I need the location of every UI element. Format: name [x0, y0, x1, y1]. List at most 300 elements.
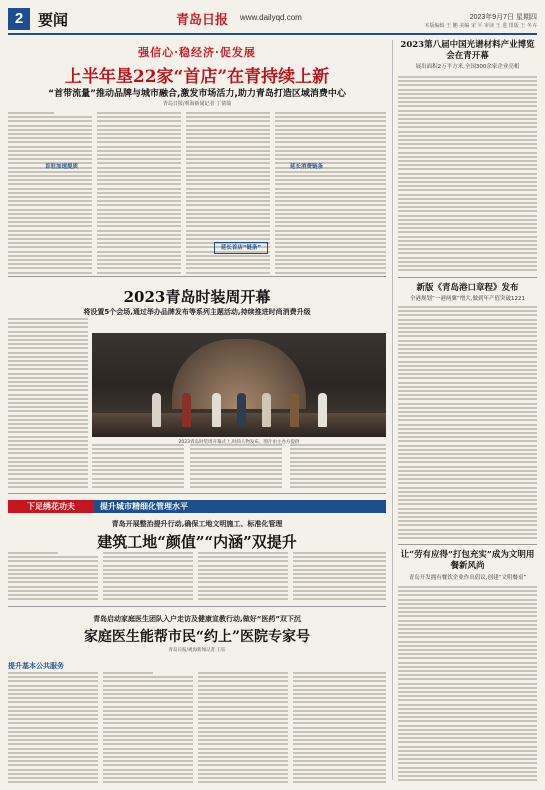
text-line	[275, 263, 386, 265]
paper-url[interactable]: www.dailyqd.com	[240, 13, 302, 22]
text-line	[8, 242, 92, 244]
text-line	[190, 482, 282, 484]
text-line	[198, 727, 288, 729]
text-line	[8, 171, 92, 173]
text-line	[398, 762, 537, 764]
text-line	[398, 168, 537, 170]
industry-divider	[8, 606, 386, 607]
text-line	[198, 594, 288, 596]
text-line	[8, 722, 98, 724]
text-line	[8, 565, 98, 567]
text-line	[293, 727, 386, 729]
text-line	[293, 689, 386, 691]
text-line	[8, 175, 92, 177]
text-line	[198, 556, 288, 558]
text-line	[103, 573, 193, 575]
text-line	[186, 112, 270, 114]
text-line	[8, 343, 88, 345]
text-line	[398, 394, 537, 396]
text-line	[8, 267, 92, 269]
text-line	[97, 246, 181, 248]
kicker-label-a: 下足绣花功夫	[8, 500, 94, 513]
text-line	[275, 179, 386, 181]
text-line	[103, 676, 193, 678]
page-number: 2	[8, 8, 30, 30]
text-line	[398, 403, 537, 405]
side2-title: 新版《青岛港口章程》发布	[416, 283, 519, 293]
text-line	[398, 767, 537, 769]
text-line	[198, 706, 288, 708]
text-line	[398, 615, 537, 617]
text-line	[103, 773, 193, 775]
text-line	[8, 116, 92, 118]
text-line	[8, 756, 98, 758]
text-line	[97, 234, 181, 236]
text-line	[8, 394, 88, 396]
text-line	[8, 318, 88, 320]
text-line	[8, 322, 88, 324]
text-line	[398, 97, 537, 99]
text-line	[198, 676, 288, 678]
text-line	[186, 162, 270, 164]
text-line	[186, 188, 270, 190]
text-line	[8, 150, 92, 152]
text-line	[398, 712, 537, 714]
text-line	[8, 137, 92, 139]
text-line	[8, 347, 88, 349]
text-line	[186, 171, 270, 173]
text-line	[398, 139, 537, 141]
fashion-photo	[92, 333, 386, 437]
text-line	[398, 93, 537, 95]
text-line	[190, 465, 282, 467]
text-line	[103, 586, 193, 588]
text-line	[8, 478, 88, 480]
text-line	[186, 230, 270, 232]
text-line	[398, 415, 537, 417]
text-line	[398, 236, 537, 238]
text-line	[398, 474, 537, 476]
text-line	[293, 565, 386, 567]
text-line	[8, 154, 92, 156]
text-line	[8, 444, 88, 446]
text-line	[398, 365, 537, 367]
text-line	[275, 171, 386, 173]
text-line	[103, 769, 193, 771]
text-line	[293, 581, 386, 583]
text-line	[293, 735, 386, 737]
text-line	[275, 125, 386, 127]
text-line	[97, 158, 181, 160]
text-line	[398, 449, 537, 451]
text-line	[398, 185, 537, 187]
text-line	[398, 453, 537, 455]
text-line	[8, 225, 92, 227]
text-line	[8, 179, 92, 181]
text-line	[97, 217, 181, 219]
text-line	[398, 649, 537, 651]
text-line	[398, 269, 537, 271]
side3-subtitle: 青岛开发拥有餐饮企业作出倡议,创建“文明餐桌”	[408, 575, 527, 581]
text-line	[8, 486, 88, 488]
text-line	[293, 569, 386, 571]
text-line	[8, 431, 88, 433]
text-line	[398, 110, 537, 112]
text-line	[275, 251, 386, 253]
text-line	[275, 200, 386, 202]
text-line	[186, 179, 270, 181]
text-line	[398, 390, 537, 392]
text-line	[103, 577, 193, 579]
text-line	[8, 777, 98, 779]
text-line	[8, 238, 92, 240]
text-line	[8, 246, 92, 248]
text-line	[275, 196, 386, 198]
text-line	[103, 752, 193, 754]
text-line	[198, 781, 288, 783]
text-line	[8, 217, 92, 219]
text-line	[103, 739, 193, 741]
text-line	[186, 125, 270, 127]
editor-credits: 本版编辑 王 鹏 美编 宋 平 审读 王 进 排版 王 冬卉	[424, 23, 537, 29]
text-line	[398, 306, 537, 308]
text-line	[398, 674, 537, 676]
text-line	[97, 175, 181, 177]
text-line	[198, 697, 288, 699]
text-line	[8, 448, 88, 450]
text-line	[275, 133, 386, 135]
text-line	[398, 641, 537, 643]
text-line	[8, 364, 88, 366]
text-line	[275, 230, 386, 232]
text-line	[97, 196, 181, 198]
text-line	[398, 373, 537, 375]
text-line	[398, 84, 537, 86]
text-line	[8, 263, 92, 265]
text-line	[186, 196, 270, 198]
text-line	[186, 183, 270, 185]
text-line	[290, 452, 386, 454]
text-line	[8, 440, 88, 442]
text-line	[8, 158, 92, 160]
text-line	[398, 657, 537, 659]
text-line	[398, 114, 537, 116]
text-line	[8, 406, 88, 408]
text-line	[398, 194, 537, 196]
text-line	[8, 748, 98, 750]
text-line	[186, 217, 270, 219]
text-line	[8, 436, 88, 438]
text-line	[8, 385, 88, 387]
text-line	[8, 769, 98, 771]
text-line	[398, 746, 537, 748]
text-line	[398, 461, 537, 463]
text-line	[398, 691, 537, 693]
text-line	[398, 482, 537, 484]
text-line	[398, 611, 537, 613]
text-line	[398, 310, 537, 312]
text-line	[103, 764, 193, 766]
text-line	[398, 603, 537, 605]
text-line	[398, 428, 537, 430]
text-line	[8, 773, 98, 775]
text-line	[293, 722, 386, 724]
text-line	[8, 200, 92, 202]
text-line	[398, 231, 537, 233]
text-line	[198, 722, 288, 724]
text-line	[103, 701, 193, 703]
text-line	[398, 424, 537, 426]
text-line	[398, 470, 537, 472]
text-line	[398, 750, 537, 752]
text-line	[198, 552, 288, 554]
text-line	[198, 764, 288, 766]
text-line	[8, 760, 98, 762]
text-line	[97, 154, 181, 156]
text-line	[398, 227, 537, 229]
text-line	[8, 743, 98, 745]
text-line	[8, 331, 88, 333]
text-line	[398, 499, 537, 501]
text-line	[398, 666, 537, 668]
text-line	[8, 183, 92, 185]
text-line	[8, 598, 98, 600]
text-line	[398, 248, 537, 250]
text-line	[293, 706, 386, 708]
text-line	[398, 628, 537, 630]
text-line	[8, 360, 88, 362]
text-line	[97, 150, 181, 152]
text-line	[398, 620, 537, 622]
text-line	[8, 335, 88, 337]
text-line	[275, 234, 386, 236]
text-line	[8, 465, 88, 467]
text-line	[97, 141, 181, 143]
text-line	[275, 150, 386, 152]
text-line	[8, 461, 88, 463]
text-line	[398, 779, 537, 781]
text-line	[275, 242, 386, 244]
text-line	[398, 720, 537, 722]
health-title: 家庭医生能帮市民“约上”医院专家号	[83, 629, 311, 645]
side2-subtitle: 全港规划“一港两翼”增大,做到年产值突破1221	[410, 296, 525, 302]
text-line	[8, 221, 92, 223]
text-line	[398, 352, 537, 354]
text-line	[290, 465, 386, 467]
text-line	[398, 118, 537, 120]
text-line	[190, 448, 282, 450]
text-line	[398, 687, 537, 689]
text-line	[8, 196, 92, 198]
text-line	[198, 773, 288, 775]
text-line	[293, 693, 386, 695]
text-line	[398, 653, 537, 655]
text-line	[103, 727, 193, 729]
text-line	[198, 680, 288, 682]
text-line	[293, 781, 386, 783]
text-line	[398, 143, 537, 145]
text-line	[190, 452, 282, 454]
text-line	[8, 112, 54, 114]
text-line	[8, 423, 88, 425]
text-line	[398, 716, 537, 718]
text-line	[97, 238, 181, 240]
text-line	[103, 756, 193, 758]
text-line	[97, 267, 181, 269]
text-line	[8, 192, 92, 194]
text-line	[198, 714, 288, 716]
text-line	[186, 267, 270, 269]
text-line	[293, 714, 386, 716]
model-figure	[237, 393, 246, 427]
text-line	[398, 344, 537, 346]
text-line	[198, 565, 288, 567]
text-line	[97, 167, 181, 169]
text-line	[398, 683, 537, 685]
lead-callout: 延长首店“链条”	[214, 242, 268, 254]
text-line	[8, 381, 88, 383]
text-line	[198, 756, 288, 758]
text-line	[275, 146, 386, 148]
text-line	[398, 198, 537, 200]
text-line	[8, 146, 92, 148]
text-line	[290, 486, 386, 488]
text-line	[186, 192, 270, 194]
text-line	[398, 729, 537, 731]
text-line	[398, 445, 537, 447]
health-byline: 青岛日报/观海新闻记者 王钰	[168, 648, 226, 653]
text-line	[186, 213, 270, 215]
text-line	[398, 398, 537, 400]
masthead	[8, 6, 537, 34]
text-line	[92, 448, 184, 450]
text-line	[290, 448, 386, 450]
text-line	[275, 183, 386, 185]
fashion-divider	[8, 493, 386, 494]
text-line	[293, 598, 386, 600]
text-line	[8, 213, 92, 215]
text-line	[293, 560, 386, 562]
text-line	[398, 126, 537, 128]
text-line	[293, 773, 386, 775]
text-line	[103, 565, 193, 567]
text-line	[8, 569, 98, 571]
text-line	[8, 377, 88, 379]
text-line	[398, 491, 537, 493]
text-line	[97, 255, 181, 257]
text-line	[8, 573, 98, 575]
text-line	[186, 238, 270, 240]
text-line	[398, 340, 537, 342]
text-line	[198, 731, 288, 733]
lead-byline: 青岛日报/观海新闻记者 丁倩瑞	[162, 101, 232, 107]
text-line	[186, 272, 270, 274]
text-line	[398, 327, 537, 329]
text-line	[293, 710, 386, 712]
text-line	[293, 697, 386, 699]
text-line	[293, 552, 386, 554]
column-divider	[392, 40, 393, 780]
text-line	[97, 209, 181, 211]
text-line	[398, 215, 537, 217]
text-line	[103, 722, 193, 724]
text-line	[97, 179, 181, 181]
text-line	[293, 764, 386, 766]
text-line	[103, 710, 193, 712]
text-line	[186, 167, 270, 169]
text-line	[398, 771, 537, 773]
text-line	[8, 689, 98, 691]
text-line	[398, 156, 537, 158]
text-line	[293, 718, 386, 720]
text-line	[398, 516, 537, 518]
text-line	[398, 733, 537, 735]
text-line	[186, 175, 270, 177]
text-line	[8, 731, 98, 733]
text-line	[8, 577, 98, 579]
text-line	[293, 769, 386, 771]
text-line	[398, 319, 537, 321]
text-line	[398, 407, 537, 409]
text-line	[8, 326, 88, 328]
text-line	[275, 217, 386, 219]
text-line	[398, 105, 537, 107]
text-line	[8, 234, 92, 236]
masthead-rule	[8, 33, 537, 35]
text-line	[92, 478, 184, 480]
text-line	[275, 129, 386, 131]
publication-date: 2023年9月7日 星期四	[469, 14, 537, 21]
text-line	[293, 594, 386, 596]
text-line	[398, 164, 537, 166]
text-line	[186, 158, 270, 160]
text-line	[8, 672, 98, 674]
text-line	[8, 701, 98, 703]
text-line	[398, 331, 537, 333]
text-line	[398, 695, 537, 697]
text-line	[97, 225, 181, 227]
text-line	[97, 242, 181, 244]
text-line	[198, 685, 288, 687]
text-line	[398, 524, 537, 526]
text-line	[186, 141, 270, 143]
text-line	[8, 259, 92, 261]
text-line	[293, 760, 386, 762]
text-line	[398, 537, 537, 539]
text-line	[92, 469, 184, 471]
text-line	[398, 636, 537, 638]
text-line	[92, 473, 184, 475]
text-line	[198, 710, 288, 712]
text-line	[186, 234, 270, 236]
text-line	[8, 469, 88, 471]
text-line	[92, 465, 184, 467]
text-line	[275, 209, 386, 211]
text-line	[398, 206, 537, 208]
text-line	[398, 314, 537, 316]
text-line	[97, 213, 181, 215]
text-line	[92, 457, 184, 459]
text-line	[103, 735, 193, 737]
text-line	[275, 259, 386, 261]
text-line	[398, 177, 537, 179]
text-line	[103, 552, 193, 554]
text-line	[398, 457, 537, 459]
text-line	[275, 246, 386, 248]
text-line	[8, 718, 98, 720]
text-line	[398, 670, 537, 672]
text-line	[8, 706, 98, 708]
